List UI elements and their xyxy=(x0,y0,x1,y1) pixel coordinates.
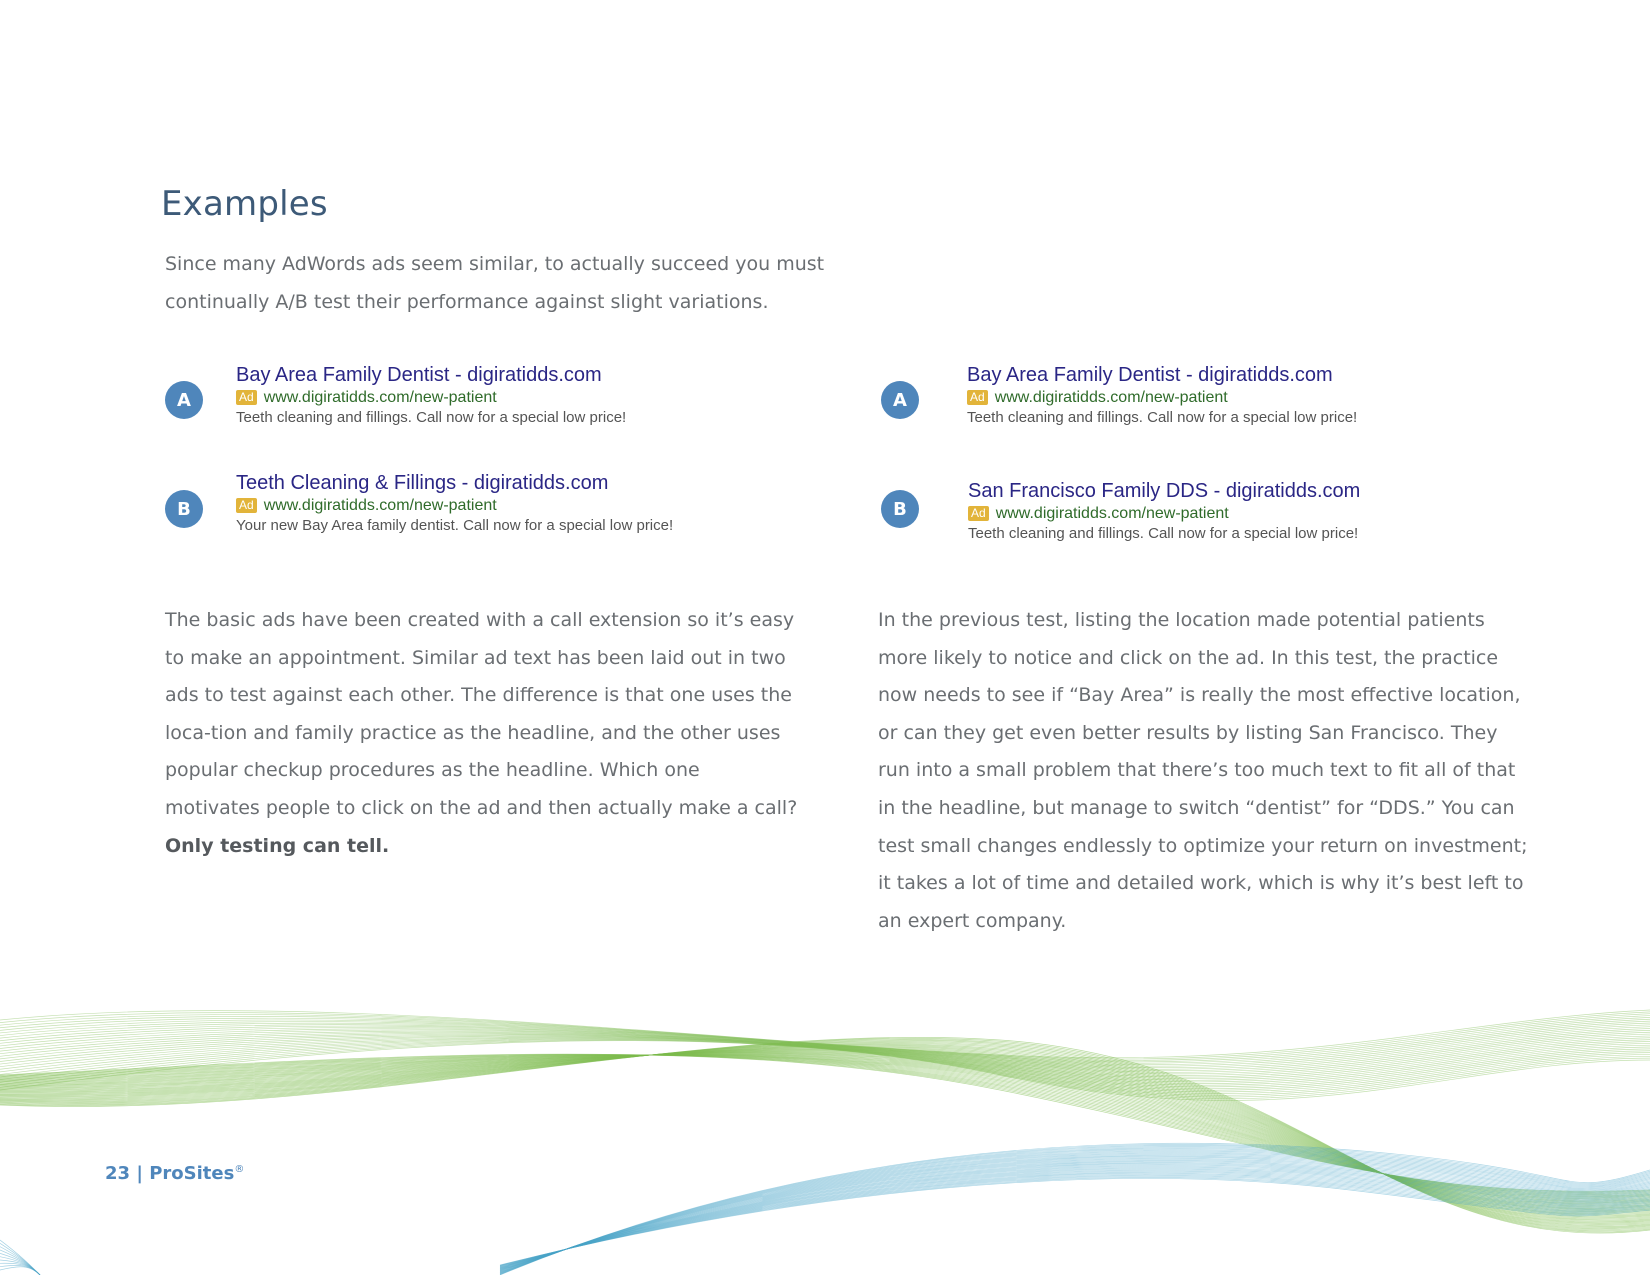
footer-separator: | xyxy=(136,1163,143,1184)
ad-label: Ad xyxy=(967,390,988,405)
variant-a-badge: A xyxy=(165,381,203,419)
variant-a-badge: A xyxy=(881,381,919,419)
ad-label: Ad xyxy=(236,498,257,513)
left-body-text xyxy=(165,602,800,865)
ad-title[interactable]: San Francisco Family DDS - digiratidds.com xyxy=(968,480,1361,502)
ad-url-line xyxy=(236,495,673,516)
variant-b-badge: B xyxy=(165,490,203,528)
variant-b-badge: B xyxy=(881,490,919,528)
page-number: 23 xyxy=(105,1163,131,1184)
ad-url: www.digiratidds.com/new-patient xyxy=(263,389,497,406)
ad-description: Your new Bay Area family dentist. Call now for a special low price! xyxy=(236,517,674,534)
ad-preview-right-a xyxy=(967,363,1357,428)
ad-title[interactable]: Bay Area Family Dentist - digiratidds.com xyxy=(236,364,602,386)
ad-description: Teeth cleaning and fillings. Call now for a special low price! xyxy=(236,409,627,426)
wave-line xyxy=(0,1038,1650,1232)
ad-label: Ad xyxy=(236,390,257,405)
ad-url: www.digiratidds.com/new-patient xyxy=(995,505,1229,522)
left-body-emphasis: Only testing can tell. xyxy=(165,834,390,857)
ad-title[interactable]: Bay Area Family Dentist - digiratidds.com xyxy=(967,364,1333,386)
wave-line xyxy=(0,1250,40,1275)
ad-url: www.digiratidds.com/new-patient xyxy=(263,497,497,514)
page-title: Examples xyxy=(161,184,328,224)
intro-paragraph: Since many AdWords ads seem similar, to actually succeed you must continually A/B test their performance against slight variations. xyxy=(165,253,825,313)
brand-name: ProSites xyxy=(149,1163,235,1184)
ad-preview-left-a xyxy=(236,363,626,428)
ad-preview-left-b xyxy=(236,471,673,536)
ad-url-line xyxy=(968,503,1360,524)
footer xyxy=(105,1163,244,1184)
left-body-copy: The basic ads have been created with a call extension so it’s easy to make an appointment. Similar ad text has been laid out in two ads to test against each other. The difference is that one uses the loca-tion and family practice as the headline, and the other uses popular checkup procedures as the headline. Which one motivates people to click on the ad and then actually make a call? xyxy=(165,609,798,819)
ad-preview-right-b xyxy=(968,479,1360,544)
ad-description: Teeth cleaning and fillings. Call now for a special low price! xyxy=(967,409,1358,426)
ad-url-line xyxy=(236,387,626,408)
ad-title[interactable]: Teeth Cleaning & Fillings - digiratidds.com xyxy=(236,472,609,494)
right-body-text: In the previous test, listing the location made potential patients more likely to notice and click on the ad. In this test, the practice now needs to see if “Bay Area” is really the most effective location, or can they get even better results by listing San Francisco. They run into a small problem that there’s too much text to fit all of that in the headline, but manage to switch “dentist” for “DDS.” You can test small changes endlessly to optimize your return on investment; it takes a lot of time and detailed work, which is why it’s best left to an expert company. xyxy=(878,609,1528,932)
ad-description: Teeth cleaning and fillings. Call now for a special low price! xyxy=(968,525,1359,542)
ad-url: www.digiratidds.com/new-patient xyxy=(994,389,1228,406)
registered-mark: ® xyxy=(234,1164,245,1175)
decorative-waves xyxy=(0,1000,1650,1275)
ad-url-line xyxy=(967,387,1357,408)
wave-line xyxy=(0,1267,40,1275)
ad-label: Ad xyxy=(968,506,989,521)
